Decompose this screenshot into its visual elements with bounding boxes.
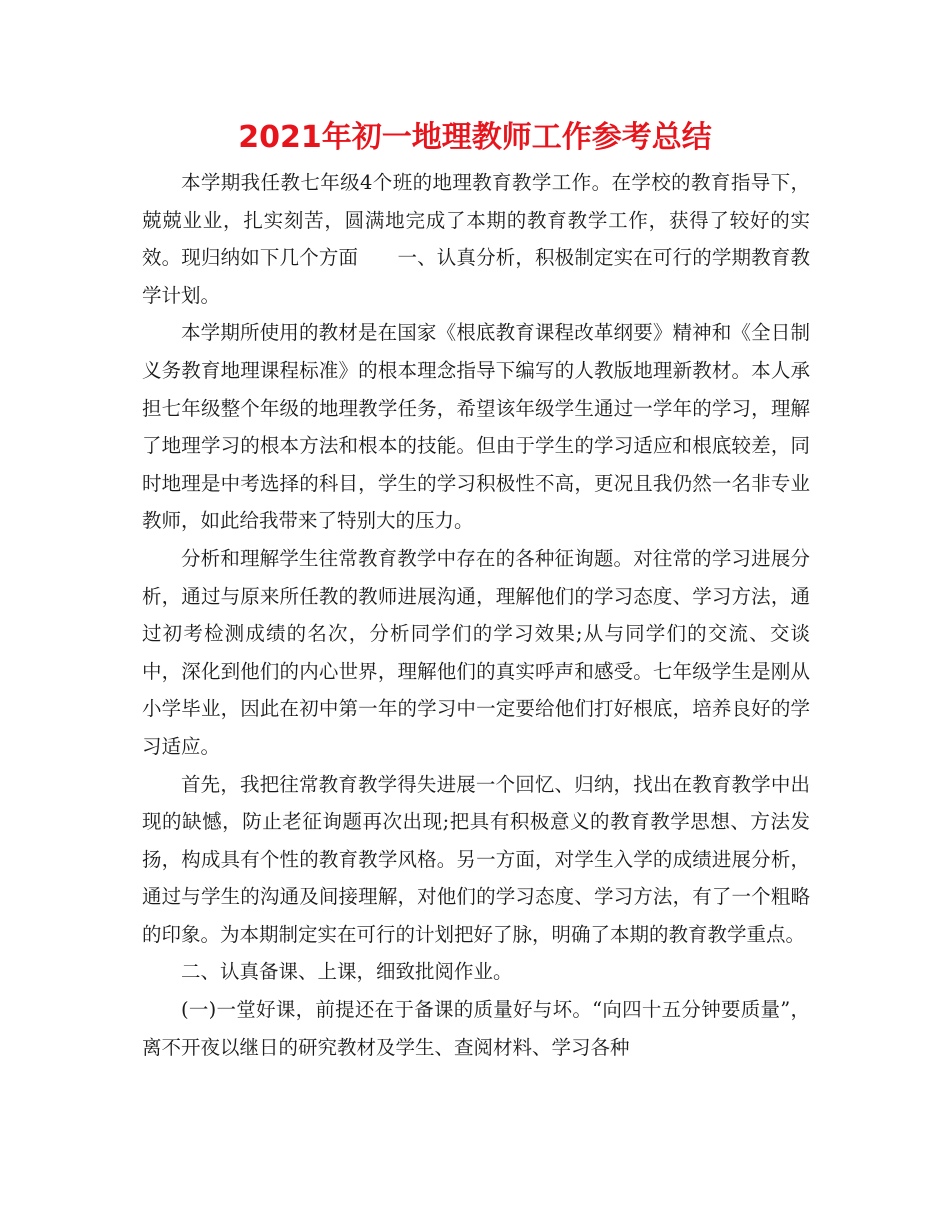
paragraph-5: (一)一堂好课，前提还在于备课的质量好与坏。“向四十五分钟要质量”，离不开夜以继日的研究教材及学生、查阅材料、学习各种 [142, 998, 810, 1059]
paragraph-3: 分析和理解学生往常教育教学中存在的各种征询题。对往常的学习进展分析，通过与原来所任教的教师进展沟通，理解他们的学习态度、学习方法，通过初考检测成绩的名次，分析同学们的学习效果;从与同学们的交流、交谈中，深化到他们的内心世界，理解他们的真实呼声和感受。七年级学生是刚从小学毕业，因此在初中第一年的学习中一定要给他们打好根底，培养良好的学习适应。 [142, 546, 810, 758]
document-body [142, 164, 810, 1066]
document-title: 2021年初一地理教师工作参考总结 [238, 120, 712, 155]
paragraph-2: 本学期所使用的教材是在国家《根底教育课程改革纲要》精神和《全日制义务教育地理课程标准》的根本理念指导下编写的人教版地理新教材。本人承担七年级整个年级的地理教学任务，希望该年级学生通过一学年的学习，理解了地理学习的根本方法和根本的技能。但由于学生的学习适应和根底较差，同时地理是中考选择的科目，学生的学习积极性不高，更况且我仍然一名非专业教师，如此给我带来了特别大的压力。 [142, 321, 810, 533]
section-heading-2: 二、认真备课、上课，细致批阅作业。 [181, 960, 513, 984]
paragraph-1: 本学期我任教七年级4个班的地理教育教学工作。在学校的教育指导下，兢兢业业，扎实刻苦，圆满地完成了本期的教育教学工作，获得了较好的实效。现归纳如下几个方面 一、认真分析，积极制定实在可行的学期教育教学计划。 [142, 171, 810, 307]
paragraph-4: 首先，我把往常教育教学得失进展一个回忆、归纳，找出在教育教学中出现的缺憾，防止老征询题再次出现;把具有积极意义的教育教学思想、方法发扬，构成具有个性的教育教学风格。另一方面，对学生入学的成绩进展分析，通过与学生的沟通及间接理解，对他们的学习态度、学习方法，有了一个粗略的印象。为本期制定实在可行的计划把好了脉，明确了本期的教育教学重点。 [142, 772, 810, 946]
